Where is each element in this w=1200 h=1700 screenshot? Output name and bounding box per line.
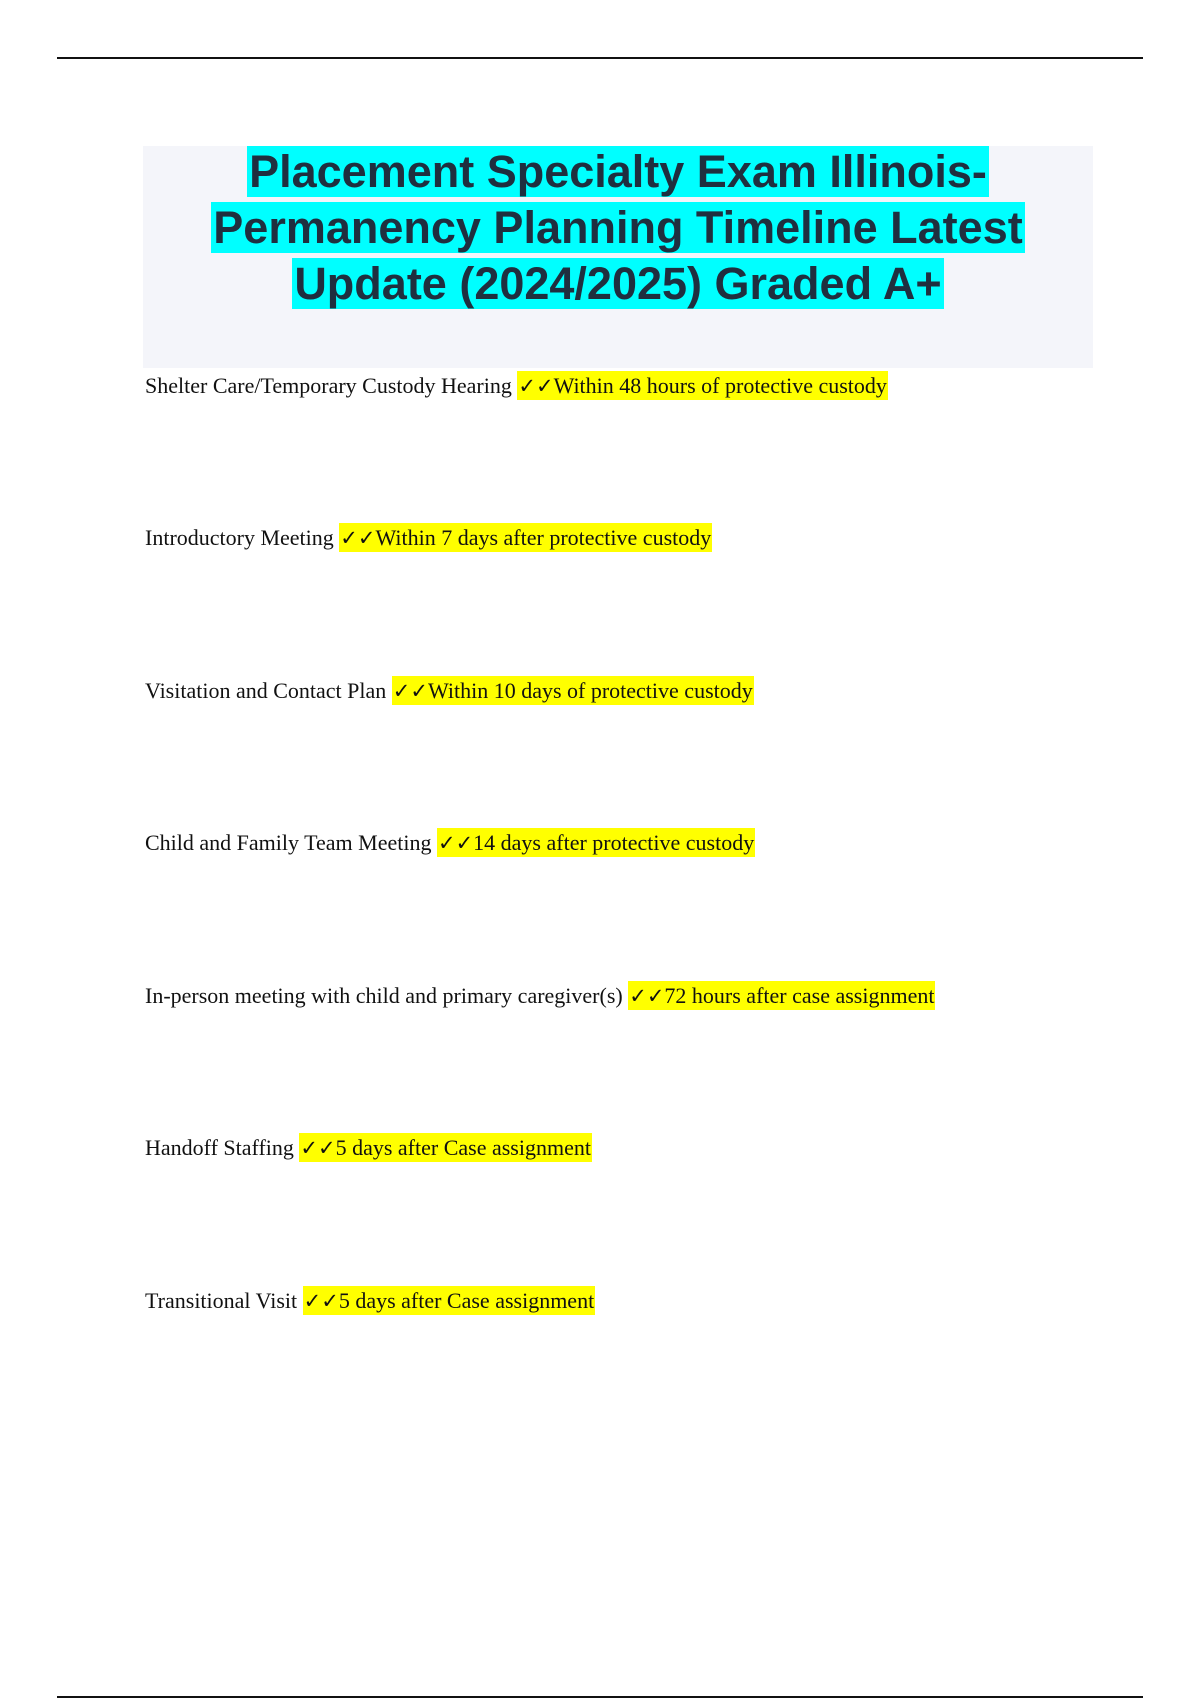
document-title xyxy=(143,144,1093,312)
double-check-icon: ✓✓ xyxy=(300,1136,336,1160)
question-term: Child and Family Team Meeting xyxy=(145,830,432,855)
question-term: Transitional Visit xyxy=(145,1288,298,1313)
qa-item-visitation-contact-plan xyxy=(145,676,754,706)
answer-highlight xyxy=(339,523,712,552)
answer-text: 5 days after Case assignment xyxy=(338,1288,595,1313)
answer-text: Within 7 days after protective custody xyxy=(375,525,712,550)
answer-text: 5 days after Case assignment xyxy=(335,1135,591,1160)
question-term: In-person meeting with child and primary caregiver(s) xyxy=(145,983,623,1008)
answer-highlight xyxy=(303,1286,596,1315)
title-line-2: Permanency Planning Timeline Latest xyxy=(213,202,1023,253)
answer-text: Within 10 days of protective custody xyxy=(427,678,753,703)
answer-highlight xyxy=(517,371,888,400)
double-check-icon: ✓✓ xyxy=(392,679,428,703)
double-check-icon: ✓✓ xyxy=(340,526,376,550)
double-check-icon: ✓✓ xyxy=(303,1289,339,1313)
qa-item-shelter-care-hearing xyxy=(145,371,888,401)
question-term: Handoff Staffing xyxy=(145,1135,294,1160)
footer-rule xyxy=(57,1696,1143,1698)
answer-highlight xyxy=(299,1133,592,1162)
double-check-icon: ✓✓ xyxy=(518,374,554,398)
answer-highlight xyxy=(437,828,755,857)
double-check-icon: ✓✓ xyxy=(437,831,474,855)
qa-item-introductory-meeting xyxy=(145,523,712,553)
answer-highlight xyxy=(628,981,935,1010)
qa-item-in-person-meeting xyxy=(145,981,935,1011)
double-check-icon: ✓✓ xyxy=(629,984,665,1008)
title-line-3: Update (2024/2025) Graded A+ xyxy=(294,258,942,309)
answer-text: 72 hours after case assignment xyxy=(664,983,935,1008)
title-line-1: Placement Specialty Exam Illinois- xyxy=(249,146,987,197)
qa-item-child-family-team-meeting xyxy=(145,828,755,858)
question-term: Introductory Meeting xyxy=(145,525,334,550)
header-rule xyxy=(57,57,1143,59)
answer-highlight xyxy=(392,676,754,705)
qa-item-handoff-staffing xyxy=(145,1133,592,1163)
qa-item-transitional-visit xyxy=(145,1286,595,1316)
question-term: Shelter Care/Temporary Custody Hearing xyxy=(145,373,512,398)
question-term: Visitation and Contact Plan xyxy=(145,678,387,703)
answer-text: Within 48 hours of protective custody xyxy=(553,373,887,398)
answer-text: 14 days after protective custody xyxy=(473,830,755,855)
